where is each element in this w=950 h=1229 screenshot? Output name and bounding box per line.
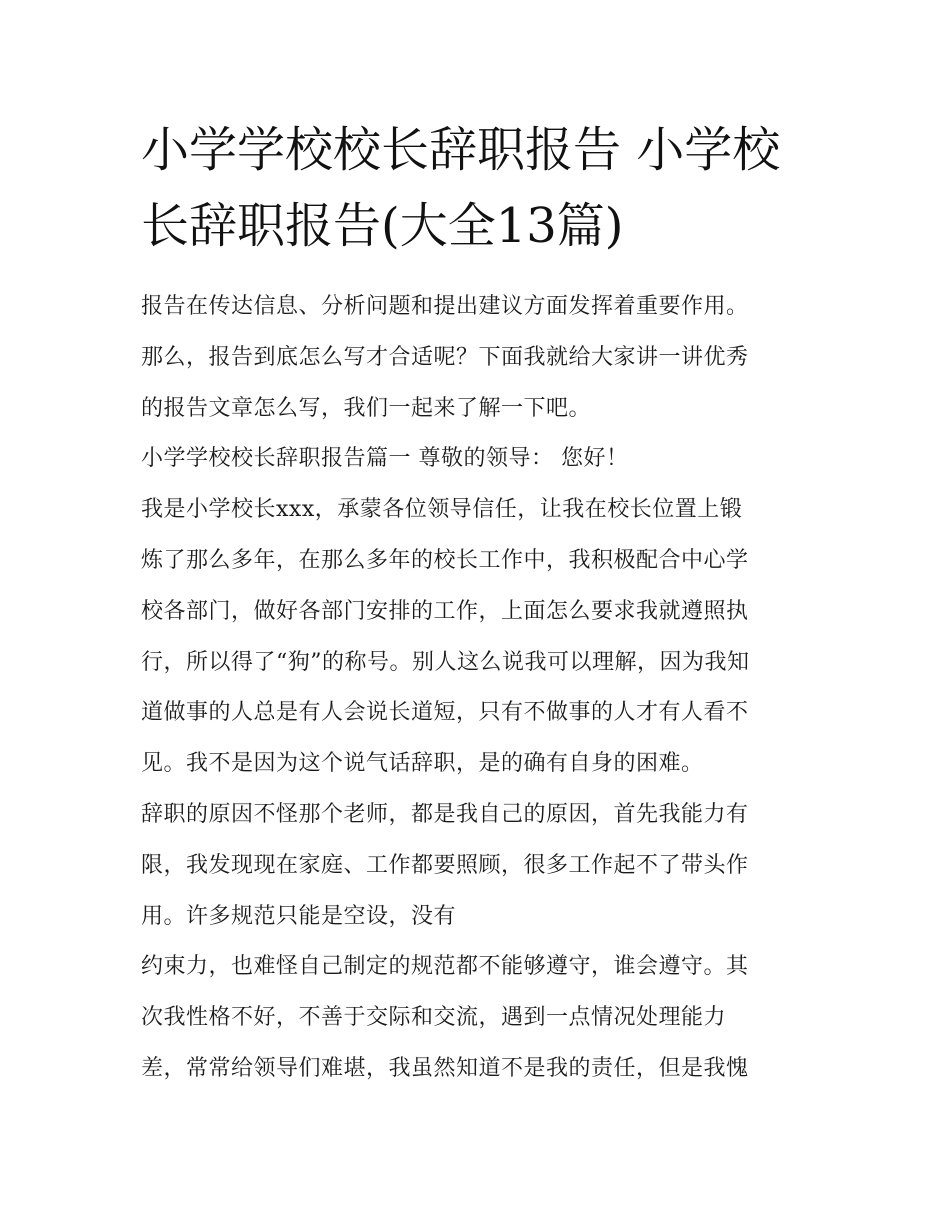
- body-line: 我是小学校长xxx，承蒙各位领导信任，让我在校长位置上锻: [141, 497, 743, 523]
- body-line: 见。我不是因为这个说气话辞职，是的确有自身的困难。: [141, 751, 704, 777]
- body-line: 次我性格不好，不善于交际和交流，遇到一点情况处理能力: [141, 1005, 727, 1031]
- body-line: 用。许多规范只能是空设，没有: [141, 903, 457, 929]
- body-line: 限，我发现现在家庭、工作都要照顾，很多工作起不了带头作: [141, 852, 749, 878]
- body-line: 道做事的人总是有人会说长道短，只有不做事的人才有人看不: [141, 700, 749, 726]
- body-line: 约束力，也难怪自己制定的规范都不能够遵守，谁会遵守。其: [141, 954, 749, 980]
- document-body: [141, 282, 821, 1095]
- body-line: 报告在传达信息、分析问题和提出建议方面发挥着重要作用。: [141, 294, 749, 319]
- body-line: 的报告文章怎么写，我们一起来了解一下吧。: [141, 395, 592, 421]
- body-line: 炼了那么多年，在那么多年的校长工作中，我积极配合中心学: [141, 547, 749, 573]
- body-line: 差，常常给领导们难堪，我虽然知道不是我的责任，但是我愧: [141, 1055, 749, 1081]
- body-line: 辞职的原因不怪那个老师，都是我自己的原因，首先我能力有: [141, 801, 749, 827]
- body-line: 行，所以得了“狗”的称号。别人这么说我可以理解，因为我知: [141, 649, 750, 675]
- document-title: 小学学校校长辞职报告 小学校长辞职报告(大全13篇): [141, 122, 781, 254]
- body-line: 那么，报告到底怎么写才合适呢？下面我就给大家讲一讲优秀: [141, 344, 749, 370]
- section-heading-line: 小学学校校长辞职报告篇一 尊敬的领导： 您好！: [141, 446, 629, 472]
- document-page: [141, 112, 821, 1095]
- body-line: 校各部门，做好各部门安排的工作，上面怎么要求我就遵照执: [141, 598, 749, 624]
